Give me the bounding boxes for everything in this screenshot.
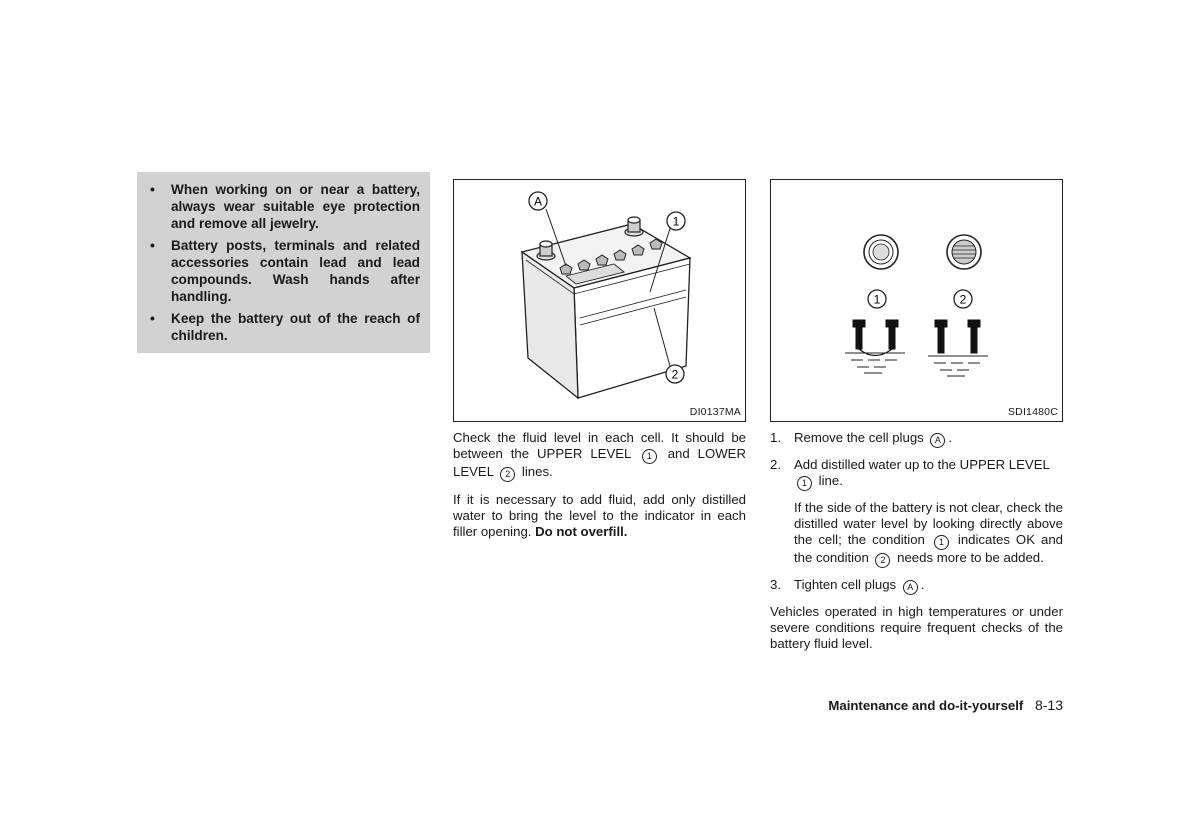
page-number: 8-13 [1034,697,1063,713]
text: lines. [521,464,553,479]
warning-box [137,172,430,353]
battery-illustration [454,180,745,421]
warning-item [150,237,420,305]
step-item [770,457,1063,491]
bullet: • [150,310,155,326]
section-title: Maintenance and do-it-yourself [828,698,1024,713]
battery-figure [453,179,746,422]
level-probe-2 [935,320,980,353]
cell-top-views [864,235,981,269]
text: and LOWER LEVEL [453,446,746,479]
text: If it is necessary to add fluid, add only distilled water to bring the level to the indicator in each filler opening. [453,492,746,539]
badge-a: A [903,580,918,595]
step-number: 3. [770,577,781,592]
fluid-level-figure [770,179,1063,422]
figure-code: SDI1480C [1007,406,1058,418]
condition-1-label: 1 [873,292,881,307]
badge-2: 2 [500,467,515,482]
level-probe-1 [853,320,898,356]
step-item [770,430,1063,448]
fluid-check-text [453,430,746,550]
text: line. [818,473,843,488]
warning-text: When working on or near a battery, always wear suitable eye protection and remove all jewelry. [171,182,420,231]
step-item [770,577,1063,595]
callout-1: 1 [672,214,680,229]
paragraph [453,492,746,540]
text: Remove the cell plugs [794,430,924,445]
warning-item [150,310,420,344]
refill-steps [770,430,1063,662]
text: indicates OK and the condition [794,532,1063,565]
paragraph: Vehicles operated in high temperatures or under severe conditions require frequent checks of the battery fluid level. [770,604,1063,651]
fluid-level-illustration [771,180,1062,421]
badge-a: A [930,433,945,448]
callout-2: 2 [671,367,679,382]
text: . [948,430,953,445]
step-number: 1. [770,430,781,445]
badge-1: 1 [642,449,657,464]
water-lines-2 [928,356,988,376]
text: Check the fluid level in each cell. It should be between the UPPER LEVEL [453,430,746,461]
paragraph [453,430,746,482]
page-footer [780,697,1063,713]
text: Tighten cell plugs [794,577,897,592]
bullet: • [150,237,155,253]
text: If the side of the battery is not clear, check the distilled water level by looking directly above the cell; the condition [794,500,1063,547]
warning-text: Battery posts, terminals and related accessories contain lead and lead compounds. Wash hands after handling. [171,238,420,304]
callout-a: A [533,194,543,209]
text: needs more to be added. [897,550,1044,565]
figure-code: DI0137MA [689,406,741,418]
warning-item [150,181,420,232]
step-number: 2. [770,457,781,472]
bullet: • [150,181,155,197]
badge-2: 2 [875,553,890,568]
bold-warning: Do not overfill. [535,524,628,539]
badge-1: 1 [934,535,949,550]
warning-text: Keep the battery out of the reach of children. [171,311,420,343]
text: Add distilled water up to the UPPER LEVEL [794,457,1050,472]
badge-1: 1 [797,476,812,491]
text: . [920,577,925,592]
condition-2-label: 2 [959,292,967,307]
step-note [770,500,1063,568]
